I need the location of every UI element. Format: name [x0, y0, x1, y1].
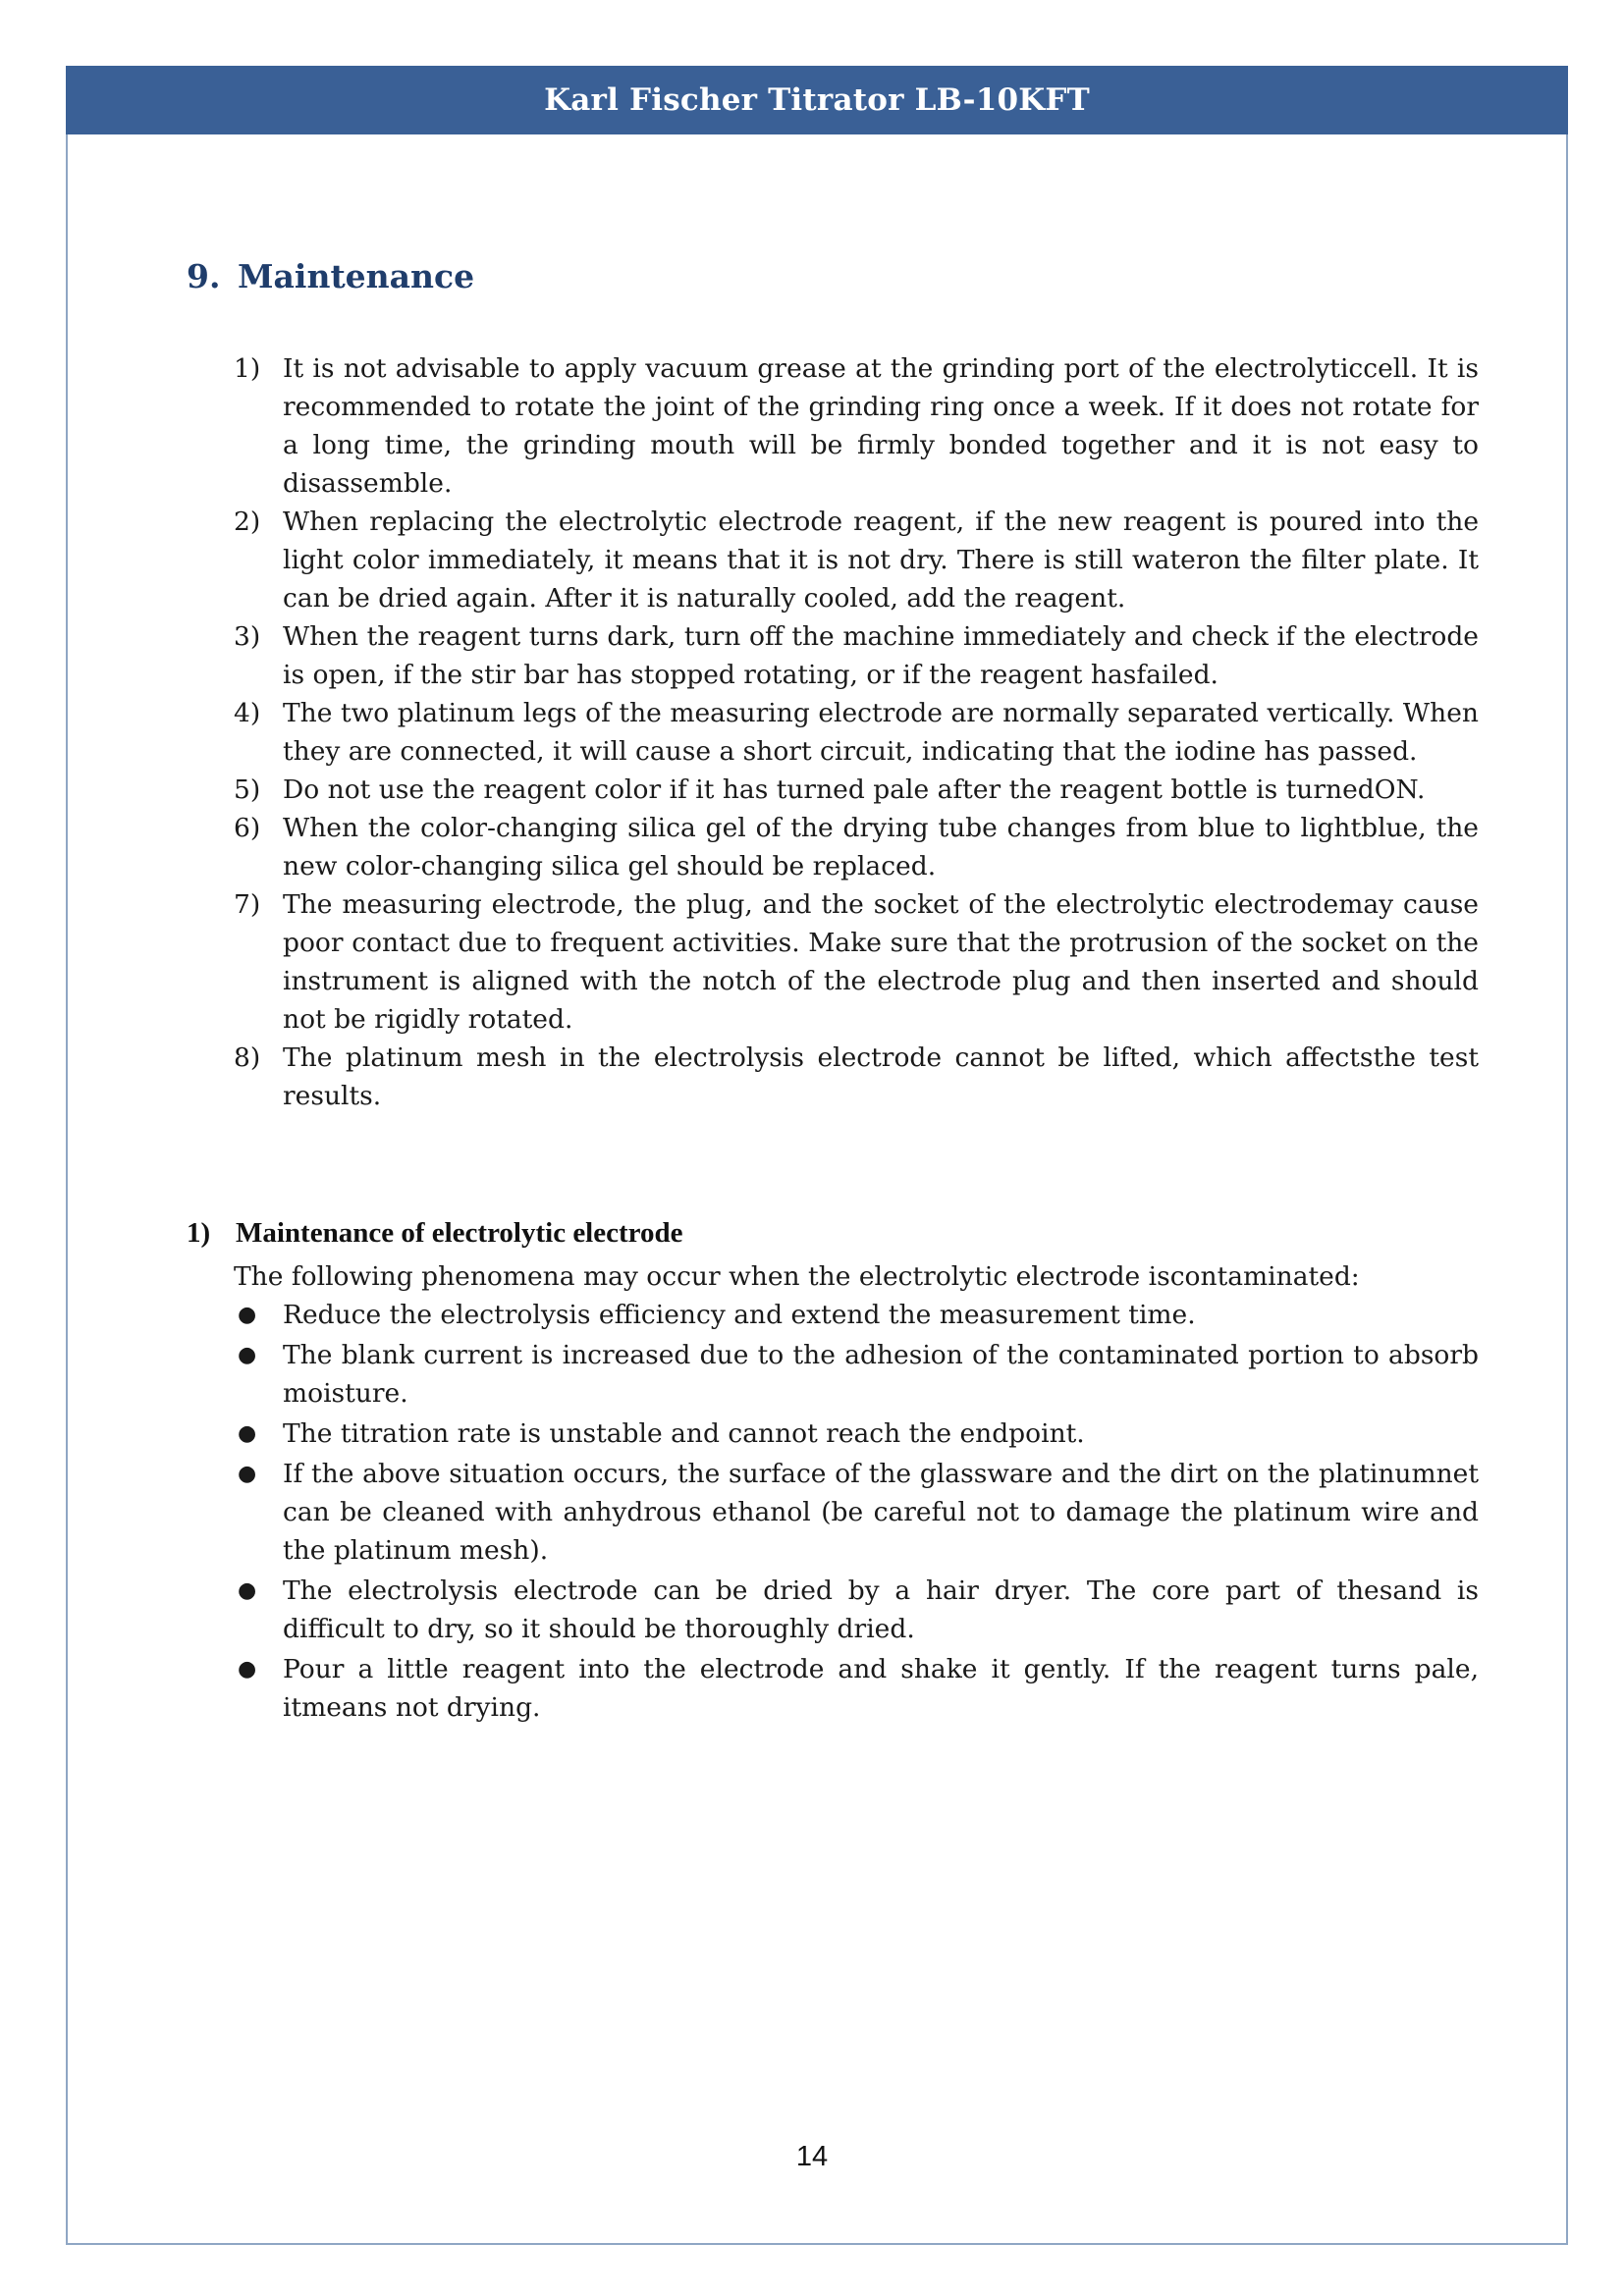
- list-item: [234, 617, 1479, 694]
- list-item-text: When the reagent turns dark, turn off the machine immediately and check if the electrode is open, if the stir bar has stopped rotating, or if the reagent hasfailed.: [283, 621, 1479, 690]
- bullet-item: [234, 1296, 1479, 1334]
- bullet-text: Reduce the electrolysis efficiency and extend the measurement time.: [283, 1300, 1196, 1330]
- list-item-number: 4): [234, 698, 261, 728]
- list-item-number: 3): [234, 621, 261, 652]
- bullet-item: [234, 1336, 1479, 1413]
- bullet-text: The blank current is increased due to the adhesion of the contaminated portion to absorb moisture.: [283, 1340, 1479, 1409]
- list-item: [234, 809, 1479, 885]
- list-item-number: 7): [234, 889, 261, 920]
- bullet-item: [234, 1455, 1479, 1570]
- list-item-text: The measuring electrode, the plug, and the socket of the electrolytic electrodemay cause poor contact due to frequent activities. Make sure that the protrusion of the socket on the instrument is aligned with the notch of the electrode plug and then inserted and should not be rigidly rotated.: [283, 889, 1479, 1035]
- list-item-text: When the color-changing silica gel of the drying tube changes from blue to lightblue, the new color-changing silica gel should be replaced.: [283, 813, 1479, 881]
- subsection-title: Maintenance of electrolytic electrode: [236, 1217, 683, 1249]
- bullet-text: The electrolysis electrode can be dried by a hair dryer. The core part of thesand is difficult to dry, so it should be thoroughly dried.: [283, 1575, 1479, 1644]
- list-item: [234, 349, 1479, 503]
- list-item-text: Do not use the reagent color if it has turned pale after the reagent bottle is turnedON.: [283, 774, 1426, 805]
- list-item-number: 5): [234, 774, 261, 805]
- bullet-text: The titration rate is unstable and cannot reach the endpoint.: [283, 1418, 1085, 1449]
- list-item-text: The two platinum legs of the measuring electrode are normally separated vertically. When they are connected, it will cause a short circuit, indicating that the iodine has passed.: [283, 698, 1479, 767]
- list-item: [234, 503, 1479, 617]
- bullet-icon: ●: [238, 1657, 257, 1682]
- bullet-item: [234, 1415, 1479, 1453]
- bullet-icon: ●: [238, 1462, 257, 1486]
- subsection-intro: The following phenomena may occur when the electrolytic electrode iscontaminated:: [234, 1261, 1360, 1292]
- maintenance-list: [234, 349, 1479, 1115]
- bullet-item: [234, 1572, 1479, 1648]
- bullet-text: If the above situation occurs, the surface of the glassware and the dirt on the platinumnet can be cleaned with anhydrous ethanol (be careful not to damage the platinum wire and the platinum mesh).: [283, 1459, 1479, 1566]
- bullet-text: Pour a little reagent into the electrode and shake it gently. If the reagent turns pale, itmeans not drying.: [283, 1654, 1479, 1723]
- list-item-number: 8): [234, 1042, 261, 1073]
- bullet-icon: ●: [238, 1421, 257, 1446]
- subsection-heading: [187, 1217, 683, 1250]
- section-title: Maintenance: [238, 257, 475, 295]
- list-item-number: 2): [234, 507, 261, 537]
- section-number: 9.: [187, 257, 221, 295]
- list-item: [234, 771, 1479, 809]
- list-item-text: The platinum mesh in the electrolysis electrode cannot be lifted, which affectsthe test results.: [283, 1042, 1479, 1111]
- list-item-number: 1): [234, 353, 261, 384]
- list-item-text: When replacing the electrolytic electrode reagent, if the new reagent is poured into the light color immediately, it means that it is not dry. There is still wateron the filter plate. It can be dried again. After it is naturally cooled, add the reagent.: [283, 507, 1479, 614]
- list-item: [234, 885, 1479, 1039]
- list-item: [234, 694, 1479, 771]
- bullet-icon: ●: [238, 1578, 257, 1603]
- page-number: 14: [795, 2141, 829, 2172]
- bullet-item: [234, 1650, 1479, 1727]
- list-item: [234, 1039, 1479, 1115]
- header-bar: [66, 66, 1568, 134]
- section-heading: [187, 257, 474, 295]
- list-item-number: 6): [234, 813, 261, 843]
- list-item-text: It is not advisable to apply vacuum grease at the grinding port of the electrolyticcell. It is recommended to rotate the joint of the grinding ring once a week. If it does not rotate for a long time, the grinding mouth will be firmly bonded together and it is not easy to disassemble.: [283, 353, 1479, 499]
- bullet-icon: ●: [238, 1343, 257, 1367]
- phenomena-list: [234, 1296, 1479, 1729]
- document-title: Karl Fischer Titrator LB-10KFT: [544, 82, 1090, 118]
- subsection-number: 1): [187, 1217, 211, 1249]
- bullet-icon: ●: [238, 1303, 257, 1327]
